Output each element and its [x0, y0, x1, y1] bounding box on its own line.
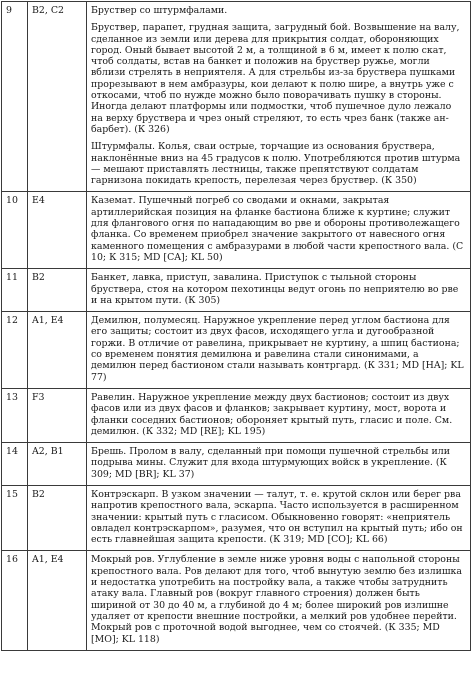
row-number: 12	[2, 312, 28, 389]
glossary-table	[1, 1, 471, 651]
table-row	[2, 551, 471, 650]
term-description	[87, 2, 471, 192]
table-row	[2, 443, 471, 486]
term-description	[87, 485, 471, 550]
row-number: 13	[2, 388, 28, 442]
description-paragraph: Штурмфалы. Колья, сваи острые, торчащие из основания бруствера, наклонённые вниз на 45 градусов к полю. Употребляются против штурма — мешают приставлять лестницы, также препятствуют солдатам гарнизона покидать крепость, перелезая через бруствер. (К 350)	[91, 141, 461, 187]
row-number: 10	[2, 192, 28, 269]
term-description	[87, 269, 471, 312]
table-row	[2, 312, 471, 389]
table-row	[2, 2, 471, 192]
description-paragraph: Демилюн, полумесяц. Наружное укрепление перед углом бастиона для его защиты; состоит из двух фасов, исходящего угла и дугообразной горжи. В отличие от равелина, прикрывает не куртину, а шпиц бастиона; со временем понятия демилюна и равелина стали синонимами, а демилюн перед бастионом стали называть контргард. (К 331; MD [HA]; KL 77)	[91, 315, 464, 383]
description-paragraph: Банкет, лавка, приступ, завалина. Приступок с тыльной стороны бруствера, стоя на котором пехотинцы ведут огонь по неприятелю во рве и на крытом пути. (К 305)	[91, 272, 459, 306]
grid-reference: B2	[28, 485, 87, 550]
table-row	[2, 485, 471, 550]
grid-reference: A2, B1	[28, 443, 87, 486]
term-description	[87, 388, 471, 442]
grid-reference: A1, E4	[28, 551, 87, 650]
row-number: 16	[2, 551, 28, 650]
description-paragraph: Мокрый ров. Углубление в земле ниже уровня воды с напольной стороны крепостного вала. Ров делают для того, чтоб вынутую землю без излишка и недостатка употребить на постройку вала, а также чтобы затруднить атаку вала. Главный ров (вокруг главного строения) должен быть шириной от 30 до 40 м, а глубиной до 4 м; более широкий ров излишне удаляет от крепости внешние постройки, а мелкий ров удобнее перейти. Мокрый ров с проточной водой выгоднее, чем со стоячей. (К 335; MD [MO]; KL 118)	[91, 554, 462, 645]
row-number: 14	[2, 443, 28, 486]
description-paragraph: Каземат. Пушечный погреб со сводами и окнами, закрытая артиллерийская позиция на фланке бастиона ближе к куртине; служит для флангового огня по нападающим во рве и обороны противолежащего фланка. Со временем приобрел значение закрытого от навесного огня каменного помещения с амбразурами в любой части крепостного вала. (С 10; К 315; MD [CA]; KL 50)	[91, 195, 464, 263]
description-paragraph: Равелин. Наружное укрепление между двух бастионов; состоит из двух фасов или из двух фасов и фланков; закрывает куртину, мост, ворота и фланки соседних бастионов; обороняет крытый путь, гласис и поле. См. демилюн. (К 332; MD [RE]; KL 195)	[91, 391, 453, 437]
term-description	[87, 443, 471, 486]
grid-reference: F3	[28, 388, 87, 442]
term-description	[87, 551, 471, 650]
grid-reference: B2, C2	[28, 2, 87, 192]
table-row	[2, 192, 471, 269]
table-row	[2, 269, 471, 312]
grid-reference: B2	[28, 269, 87, 312]
row-number: 9	[2, 2, 28, 192]
description-paragraph: Брешь. Пролом в валу, сделанный при помощи пушечной стрельбы или подрыва мины. Служит для входа штурмующих войск в укрепление. (К 309; MD [BR]; KL 37)	[91, 446, 450, 480]
grid-reference: E4	[28, 192, 87, 269]
term-description	[87, 312, 471, 389]
description-paragraph: Контрэскарп. В узком значении — талут, т. е. крутой склон или берег рва напротив крепостного вала, эскарпа. Часто используется в расширенном значении: крытый путь с гласисом. Обыкновенно говорят: «неприятель овладел контрэскарпом», разумея, что он вступил на крытый путь; ибо он есть главнейшая защита крепости. (К 319; MD [CO]; KL 66)	[91, 488, 463, 546]
term-description	[87, 192, 471, 269]
table-row	[2, 388, 471, 442]
description-paragraph: Бруствер, парапет, грудная защита, загрудный бой. Возвышение на валу, сделанное из земли или дерева для прикрытия солдат, обороняющих город. Оный бывает высотой 2 м, а толщиной в 6 м, имеет к полю скат, чтоб солдаты, встав на банкет и положив на бруствер ружье, могли вблизи стрелять в неприятеля. А для стрельбы из-за бруствера пушками прорезывают в нем амбразуры, кои делают к полю шире, а внутрь уже с откосами, чтоб по нужде можно было поворачивать пушку в стороны. Иногда делают платформы или подмостки, чтоб пушечное дуло лежало на верху бруствера и чрез оный стреляют, то есть чрез банк (также ан-барбет). (К 326)	[91, 22, 460, 135]
description-paragraph: Бруствер со штурмфалами.	[91, 5, 228, 16]
glossary-body	[2, 2, 471, 651]
row-number: 11	[2, 269, 28, 312]
grid-reference: A1, E4	[28, 312, 87, 389]
row-number: 15	[2, 485, 28, 550]
